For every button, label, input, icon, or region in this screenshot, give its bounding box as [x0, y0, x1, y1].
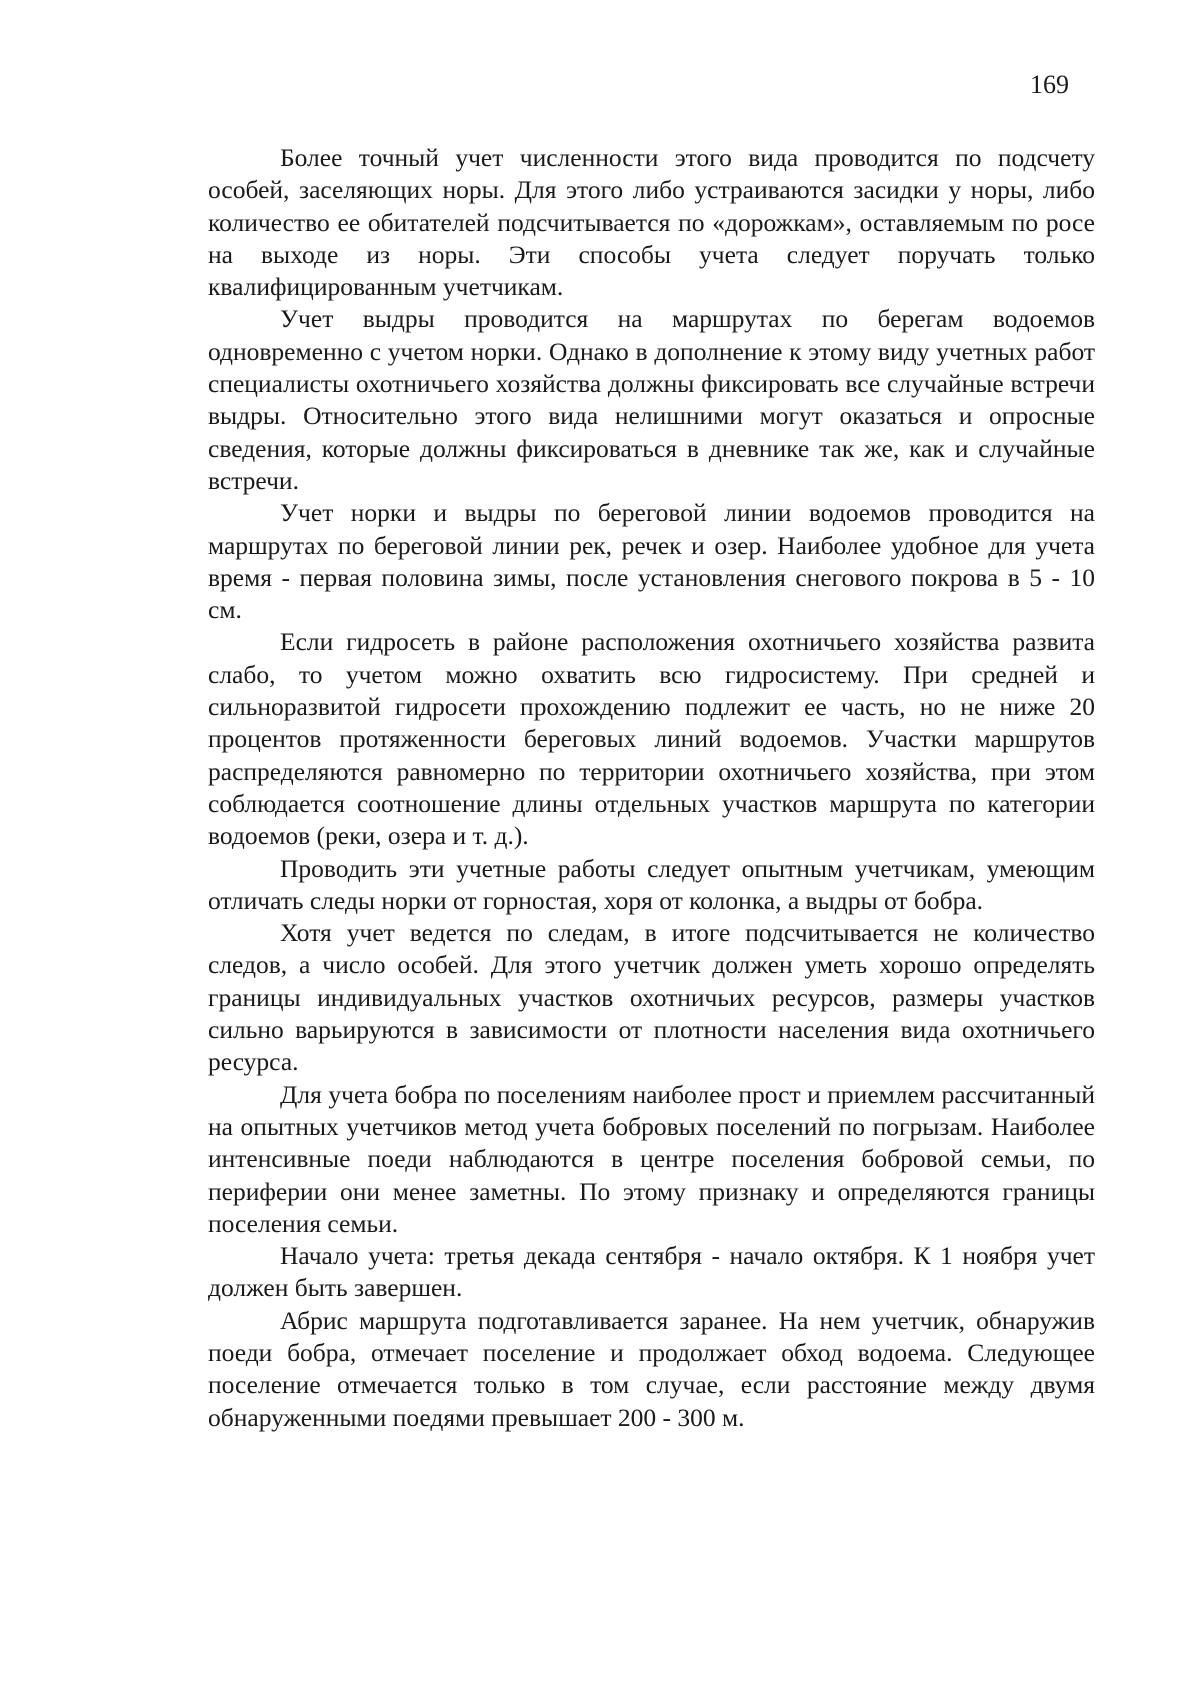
page-number: 169: [1030, 70, 1069, 99]
text-body: [208, 142, 1095, 1434]
paragraph-8: Начало учета: третья декада сентября - начало октября. К 1 ноября учет должен быть завершен.: [208, 1241, 1095, 1303]
paragraph-5: Проводить эти учетные работы следует опытным учетчикам, умеющим отличать следы норки от горностая, хоря от колонка, а выдры от бобра.: [208, 853, 1095, 915]
paragraph-2: Учет выдры проводится на маршрутах по берегам водоемов одновременно с учетом норки. Однако в дополнение к этому виду учетных работ специалисты охотничьего хозяйства должны фиксировать все случайные встречи выдры. Относительно этого вида нелишними могут оказаться и опросные сведения, которые должны фиксироваться в дневнике так же, как и случайные встречи.: [208, 304, 1095, 495]
paragraph-3: Учет норки и выдры по береговой линии водоемов проводится на маршрутах по береговой линии рек, речек и озер. Наиболее удобное для учета время - первая половина зимы, после установления снегового покрова в 5 - 10 см.: [208, 498, 1095, 625]
paragraph-9: Абрис маршрута подготавливается заранее. На нем учетчик, обнаружив поеди бобра, отмечает поселение и продолжает обход водоема. Следующее поселение отмечается только в том случае, если расстояние между двумя обнаруженными поедями превышает 200 - 300 м.: [208, 1305, 1095, 1432]
paragraph-7: Для учета бобра по поселениям наиболее прост и приемлем рассчитанный на опытных учетчиков метод учета бобровых поселений по погрызам. Наиболее интенсивные поеди наблюдаются в центре поселения бобровой семьи, по периферии они менее заметны. По этому признаку и определяются границы поселения семьи.: [208, 1079, 1095, 1238]
paragraph-6: Хотя учет ведется по следам, в итоге подсчитывается не количество следов, а число особей. Для этого учетчик должен уметь хорошо определять границы индивидуальных участков охотничьих ресурсов, размеры участков сильно варьируются в зависимости от плотности населения вида охотничьего ресурса.: [208, 918, 1095, 1077]
paragraph-1: Более точный учет численности этого вида проводится по подсчету особей, заселяющих норы. Для этого либо устраиваются засидки у норы, либо количество ее обитателей подсчитывается по «дорожкам», оставляемым по росе на выходе из норы. Эти способы учета следует поручать только квалифицированным учетчикам.: [208, 143, 1095, 302]
paragraph-4: Если гидросеть в районе расположения охотничьего хозяйства развита слабо, то учетом можно охватить всю гидросистему. При средней и сильноразвитой гидросети прохождению подлежит ее часть, но не ниже 20 процентов протяженности береговых линий водоемов. Участки маршрутов распределяются равномерно по территории охотничьего хозяйства, при этом соблюдается соотношение длины отдельных участков маршрута по категории водоемов (реки, озера и т. д.).: [208, 627, 1095, 851]
